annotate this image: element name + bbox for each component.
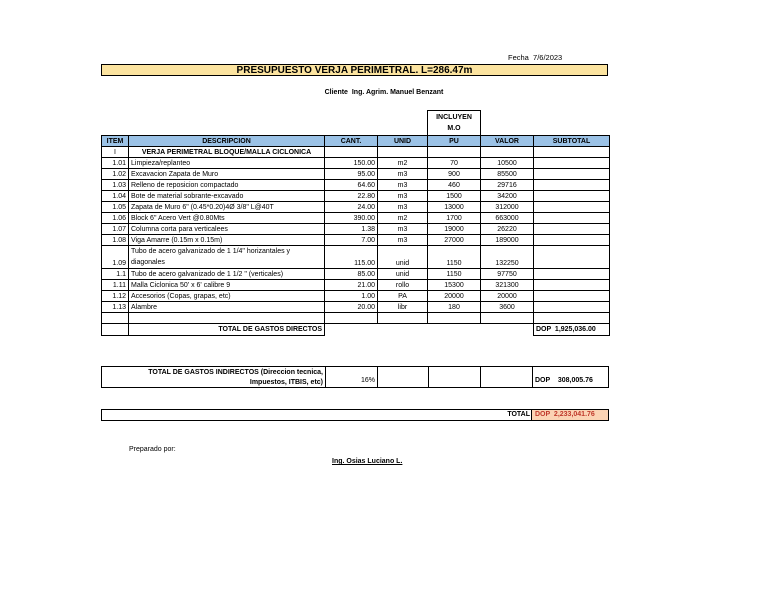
- row-unit: m2: [378, 213, 428, 224]
- row-description: Columna corta para verticalees: [129, 224, 325, 235]
- row-value: 29716: [481, 180, 534, 191]
- row-item-number: 1.12: [102, 291, 129, 302]
- row-item-number: 1.1: [102, 269, 129, 280]
- document-title: PRESUPUESTO VERJA PERIMETRAL. L=286.47m: [101, 64, 608, 76]
- table-header-row: [102, 136, 610, 147]
- total-direct-value: DOP 1,925,036.00: [534, 324, 610, 336]
- row-description: Alambre: [129, 302, 325, 313]
- client-line: [0, 89, 768, 96]
- row-quantity: 24.00: [325, 202, 378, 213]
- row-unit-price: 19000: [428, 224, 481, 235]
- row-unit-price: 900: [428, 169, 481, 180]
- row-value: 321300: [481, 280, 534, 291]
- section-item: I: [102, 147, 129, 158]
- row-subtotal: [534, 169, 610, 180]
- total-direct-label: TOTAL DE GASTOS DIRECTOS: [129, 324, 325, 336]
- row-subtotal: [534, 191, 610, 202]
- table-row: [102, 202, 610, 213]
- row-value: 663000: [481, 213, 534, 224]
- row-unit-price: 13000: [428, 202, 481, 213]
- row-description: Excavacion Zapata de Muro: [129, 169, 325, 180]
- row-item-number: 1.07: [102, 224, 129, 235]
- row-subtotal: [534, 158, 610, 169]
- row-subtotal: [534, 280, 610, 291]
- row-unit-price: 1150: [428, 246, 481, 269]
- row-unit: unid: [378, 269, 428, 280]
- row-subtotal: [534, 213, 610, 224]
- row-item-number: 1.01: [102, 158, 129, 169]
- table-row: [102, 169, 610, 180]
- table-row: [102, 224, 610, 235]
- row-subtotal: [534, 224, 610, 235]
- table-row: [102, 302, 610, 313]
- row-quantity: 150.00: [325, 158, 378, 169]
- row-subtotal: [534, 291, 610, 302]
- row-description: Zapata de Muro 6" (0.45*0.20)4Ø 3/8" L@40T: [129, 202, 325, 213]
- row-unit-price: 1700: [428, 213, 481, 224]
- grand-total-label: TOTAL: [507, 411, 530, 418]
- table-row: [102, 213, 610, 224]
- col-header-unit: UNID: [378, 136, 428, 147]
- prepared-by-label: Preparado por:: [129, 446, 176, 453]
- section-title: VERJA PERIMETRAL BLOQUE/MALLA CICLONICA: [129, 147, 325, 158]
- row-quantity: 1.00: [325, 291, 378, 302]
- row-item-number: 1.04: [102, 191, 129, 202]
- signer-name: Ing. Osias Luciano L.: [332, 458, 403, 465]
- row-unit-price: 180: [428, 302, 481, 313]
- row-unit-price: 1150: [428, 269, 481, 280]
- date-value: 7/6/2023: [533, 53, 563, 62]
- row-item-number: 1.03: [102, 180, 129, 191]
- table-row: [102, 246, 610, 269]
- row-item-number: 1.13: [102, 302, 129, 313]
- row-unit: m3: [378, 235, 428, 246]
- row-unit: m3: [378, 191, 428, 202]
- client-name: Ing. Agrim. Manuel Benzant: [351, 89, 444, 96]
- row-description: Block 6" Acero Vert @0.80Mts: [129, 213, 325, 224]
- row-value: 189000: [481, 235, 534, 246]
- row-description: Tubo de acero galvanizado de 1 1/4" horizantales y diagonales: [129, 246, 325, 269]
- row-value: 3600: [481, 302, 534, 313]
- indirect-costs-value: DOP 308,005.76: [535, 377, 593, 384]
- row-value: 85500: [481, 169, 534, 180]
- row-unit-price: 27000: [428, 235, 481, 246]
- col-header-description: DESCRIPCION: [129, 136, 325, 147]
- row-subtotal: [534, 180, 610, 191]
- row-description: Tubo de acero galvanizado de 1 1/2 " (verticales): [129, 269, 325, 280]
- row-value: 10500: [481, 158, 534, 169]
- budget-table: [101, 110, 610, 336]
- row-unit: unid: [378, 246, 428, 269]
- row-item-number: 1.09: [102, 246, 129, 269]
- row-subtotal: [534, 202, 610, 213]
- row-quantity: 21.00: [325, 280, 378, 291]
- row-quantity: 64.60: [325, 180, 378, 191]
- row-subtotal: [534, 246, 610, 269]
- row-unit: m3: [378, 180, 428, 191]
- indirect-costs-label: TOTAL DE GASTOS INDIRECTOS (Direccion tecnica,: [148, 369, 323, 376]
- row-value: 97750: [481, 269, 534, 280]
- section-row: [102, 147, 610, 158]
- row-value: 132250: [481, 246, 534, 269]
- row-subtotal: [534, 235, 610, 246]
- row-unit: m3: [378, 202, 428, 213]
- incluyen-label: INCLUYEN: [436, 114, 472, 121]
- grand-total-value: DOP 2,233,041.76: [531, 410, 608, 420]
- incluyen-row: [102, 111, 610, 136]
- row-unit-price: 1500: [428, 191, 481, 202]
- col-header-item: ITEM: [102, 136, 129, 147]
- incluyen-mo-label: M.O: [447, 125, 461, 132]
- row-quantity: 1.38: [325, 224, 378, 235]
- row-unit-price: 15300: [428, 280, 481, 291]
- row-unit-price: 20000: [428, 291, 481, 302]
- row-value: 20000: [481, 291, 534, 302]
- row-quantity: 7.00: [325, 235, 378, 246]
- row-description: Viga Amarre (0.15m x 0.15m): [129, 235, 325, 246]
- table-row: [102, 235, 610, 246]
- table-row: [102, 180, 610, 191]
- row-unit: rollo: [378, 280, 428, 291]
- indirect-costs-percent: 16%: [360, 377, 375, 384]
- spacer-row: [102, 313, 610, 324]
- row-value: 26220: [481, 224, 534, 235]
- row-item-number: 1.06: [102, 213, 129, 224]
- row-description: Relleno de reposicion compactado: [129, 180, 325, 191]
- indirect-costs-box: [101, 366, 609, 388]
- row-description: Malla Ciclonica 50' x 6' calibre 9: [129, 280, 325, 291]
- row-description: Accesorios (Copas, grapas, etc): [129, 291, 325, 302]
- col-header-quantity: CANT.: [325, 136, 378, 147]
- row-quantity: 20.00: [325, 302, 378, 313]
- table-row: [102, 291, 610, 302]
- col-header-subtotal: SUBTOTAL: [534, 136, 610, 147]
- table-row: [102, 269, 610, 280]
- col-header-value: VALOR: [481, 136, 534, 147]
- table-row: [102, 280, 610, 291]
- row-unit: m2: [378, 158, 428, 169]
- col-header-unit-price: PU: [428, 136, 481, 147]
- row-description: Limpieza/replanteo: [129, 158, 325, 169]
- table-row: [102, 191, 610, 202]
- total-direct-row: [102, 324, 610, 336]
- table-row: [102, 158, 610, 169]
- row-quantity: 115.00: [325, 246, 378, 269]
- row-quantity: 390.00: [325, 213, 378, 224]
- row-unit: m3: [378, 169, 428, 180]
- row-item-number: 1.02: [102, 169, 129, 180]
- row-description: Bote de material sobrante-excavado: [129, 191, 325, 202]
- date-field: [508, 53, 562, 62]
- row-unit-price: 70: [428, 158, 481, 169]
- date-label: Fecha: [508, 53, 529, 62]
- row-unit: m3: [378, 224, 428, 235]
- row-item-number: 1.05: [102, 202, 129, 213]
- row-unit-price: 460: [428, 180, 481, 191]
- row-item-number: 1.11: [102, 280, 129, 291]
- row-quantity: 22.80: [325, 191, 378, 202]
- row-value: 34200: [481, 191, 534, 202]
- row-quantity: 95.00: [325, 169, 378, 180]
- row-value: 312000: [481, 202, 534, 213]
- row-quantity: 85.00: [325, 269, 378, 280]
- row-item-number: 1.08: [102, 235, 129, 246]
- row-unit: libr: [378, 302, 428, 313]
- row-subtotal: [534, 302, 610, 313]
- grand-total-box: [101, 409, 609, 421]
- client-label: Cliente: [324, 89, 348, 96]
- indirect-costs-label-cont: Impuestos, ITBIS, etc): [249, 379, 323, 386]
- row-subtotal: [534, 269, 610, 280]
- row-unit: PA: [378, 291, 428, 302]
